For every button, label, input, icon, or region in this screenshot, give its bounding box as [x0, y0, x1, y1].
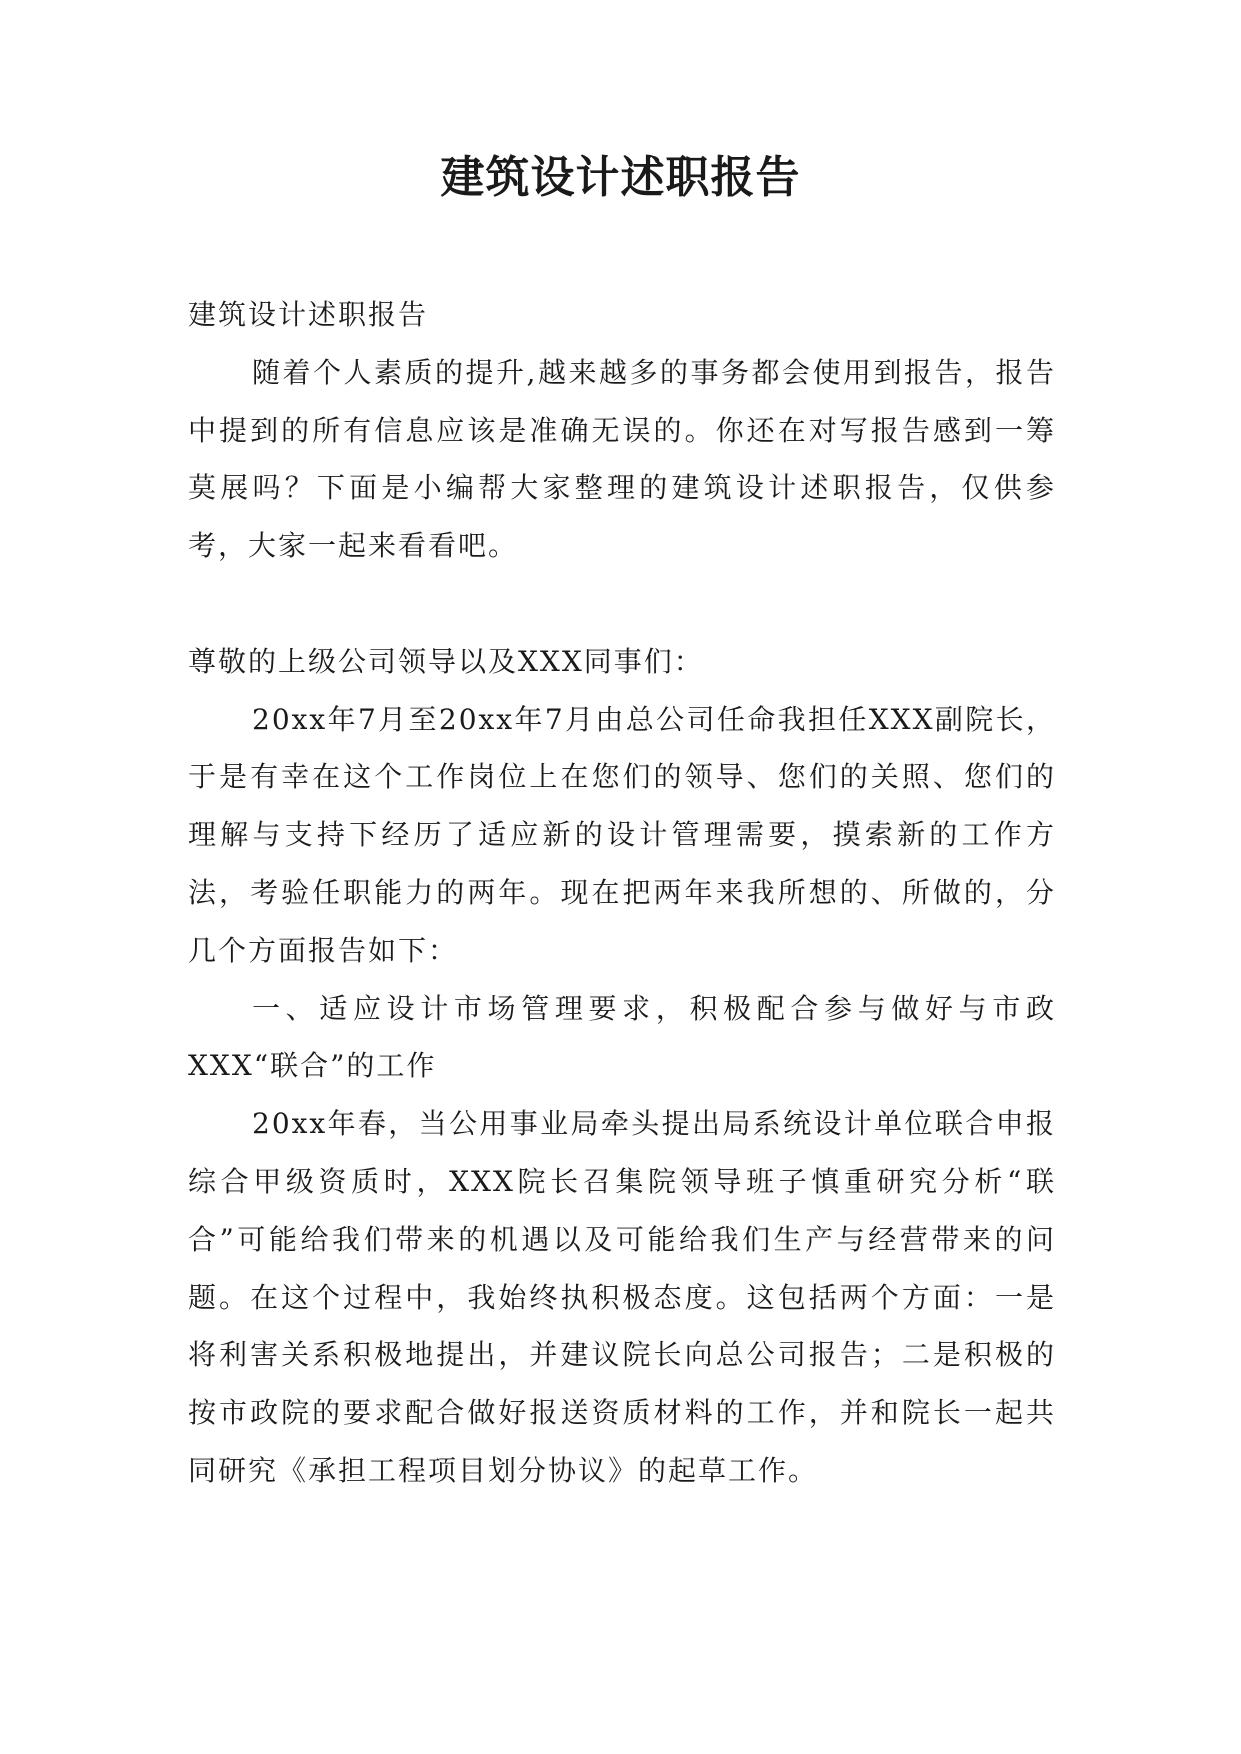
body-paragraph-2: 20xx年春，当公用事业局牵头提出局系统设计单位联合申报综合甲级资质时，XXX院长召集院领导班子慎重研究分析“联合”可能给我们带来的机遇以及可能给我们生产与经营带来的问题。在这个过程中，我始终执积极态度。这包括两个方面：一是将利害关系积极地提出，并建议院长向总公司报告；二是积极的按市政院的要求配合做好报送资质材料的工作，并和院长一起共同研究《承担工程项目划分协议》的起草工作。	[188, 1107, 1056, 1487]
intro-paragraph: 随着个人素质的提升,越来越多的事务都会使用到报告，报告中提到的所有信息应该是准确无误的。你还在对写报告感到一筹莫展吗？下面是小编帮大家整理的建筑设计述职报告，仅供参考，大家一起来看看吧。	[188, 355, 1056, 563]
section-heading-1: 一、适应设计市场管理要求，积极配合参与做好与市政XXX“联合”的工作	[188, 991, 1056, 1083]
document-subtitle: 建筑设计述职报告	[188, 298, 429, 331]
document-title: 建筑设计述职报告	[440, 152, 801, 203]
paragraph-spacer	[188, 575, 1056, 633]
body-paragraph-1: 20xx年7月至20xx年7月由总公司任命我担任XXX副院长，于是有幸在这个工作岗位上在您们的领导、您们的关照、您们的理解与支持下经历了适应新的设计管理需要，摸索新的工作方法，考验任职能力的两年。现在把两年来我所想的、所做的，分几个方面报告如下：	[188, 702, 1056, 967]
salutation: 尊敬的上级公司领导以及XXX同事们：	[188, 644, 704, 678]
document-body	[188, 286, 1056, 1500]
